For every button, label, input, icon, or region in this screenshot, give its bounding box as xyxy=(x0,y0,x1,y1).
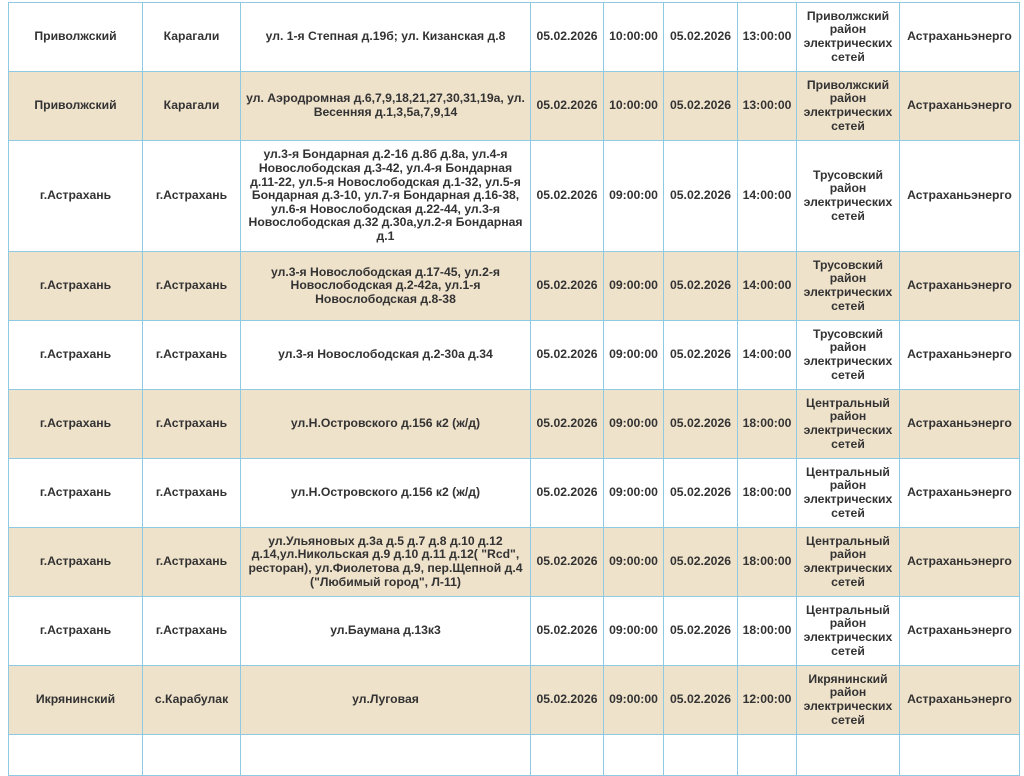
organization-cell: Астраханьэнерго xyxy=(900,72,1020,141)
empty-cell xyxy=(797,735,900,776)
district-cell: г.Астрахань xyxy=(9,321,143,390)
start-time-cell: 09:00:00 xyxy=(604,141,664,252)
address-cell: ул.Н.Островского д.156 к2 (ж/д) xyxy=(241,390,531,459)
end-date-cell: 05.02.2026 xyxy=(664,72,738,141)
district-cell: г.Астрахань xyxy=(9,459,143,528)
res-cell: Центральный район электрических сетей xyxy=(797,459,900,528)
end-date-cell: 05.02.2026 xyxy=(664,321,738,390)
empty-cell xyxy=(604,735,664,776)
district-cell: Приволжский xyxy=(9,72,143,141)
locality-cell: г.Астрахань xyxy=(143,390,241,459)
empty-cell xyxy=(9,735,143,776)
start-time-cell: 09:00:00 xyxy=(604,666,664,735)
start-time-cell: 09:00:00 xyxy=(604,459,664,528)
res-cell: Центральный район электрических сетей xyxy=(797,390,900,459)
start-date-cell: 05.02.2026 xyxy=(531,459,604,528)
table-row xyxy=(9,390,1020,459)
start-date-cell: 05.02.2026 xyxy=(531,666,604,735)
start-date-cell: 05.02.2026 xyxy=(531,528,604,597)
locality-cell: г.Астрахань xyxy=(143,528,241,597)
start-time-cell: 09:00:00 xyxy=(604,321,664,390)
locality-cell: Карагали xyxy=(143,72,241,141)
address-cell: ул.3-я Новослободская д.17-45, ул.2-я Новослободская д.2-42а, ул.1-я Новослободская д.8-38 xyxy=(241,252,531,321)
res-cell: Трусовский район электрических сетей xyxy=(797,321,900,390)
organization-cell: Астраханьэнерго xyxy=(900,528,1020,597)
end-time-cell: 14:00:00 xyxy=(738,321,797,390)
end-date-cell: 05.02.2026 xyxy=(664,666,738,735)
locality-cell: г.Астрахань xyxy=(143,252,241,321)
locality-cell: г.Астрахань xyxy=(143,141,241,252)
start-date-cell: 05.02.2026 xyxy=(531,141,604,252)
locality-cell: с.Карабулак xyxy=(143,666,241,735)
address-cell: ул. Аэродромная д.6,7,9,18,21,27,30,31,19а, ул. Весенняя д.1,3,5а,7,9,14 xyxy=(241,72,531,141)
district-cell: г.Астрахань xyxy=(9,390,143,459)
end-time-cell: 18:00:00 xyxy=(738,528,797,597)
res-cell: Трусовский район электрических сетей xyxy=(797,141,900,252)
start-time-cell: 10:00:00 xyxy=(604,3,664,72)
district-cell: г.Астрахань xyxy=(9,252,143,321)
start-date-cell: 05.02.2026 xyxy=(531,321,604,390)
end-time-cell: 12:00:00 xyxy=(738,666,797,735)
start-date-cell: 05.02.2026 xyxy=(531,72,604,141)
organization-cell: Астраханьэнерго xyxy=(900,141,1020,252)
district-cell: г.Астрахань xyxy=(9,528,143,597)
end-date-cell: 05.02.2026 xyxy=(664,252,738,321)
end-time-cell: 18:00:00 xyxy=(738,459,797,528)
end-date-cell: 05.02.2026 xyxy=(664,528,738,597)
start-date-cell: 05.02.2026 xyxy=(531,390,604,459)
table-row xyxy=(9,666,1020,735)
district-cell: г.Астрахань xyxy=(9,597,143,666)
empty-cell xyxy=(738,735,797,776)
start-time-cell: 09:00:00 xyxy=(604,528,664,597)
table-row xyxy=(9,528,1020,597)
start-time-cell: 09:00:00 xyxy=(604,390,664,459)
address-cell: ул. 1-я Степная д.19б; ул. Кизанская д.8 xyxy=(241,3,531,72)
address-cell: ул.Ульяновых д.3а д.5 д.7 д.8 д.10 д.12 д.14,ул.Никольская д.9 д.10 д.11 д.12( "Rcd", ресторан), ул.Фиолетова д.9, пер.Щепной д.4 ("Любимый город", Л-11) xyxy=(241,528,531,597)
res-cell: Центральный район электрических сетей xyxy=(797,528,900,597)
empty-cell xyxy=(900,735,1020,776)
empty-cell xyxy=(531,735,604,776)
table-row xyxy=(9,72,1020,141)
district-cell: Приволжский xyxy=(9,3,143,72)
district-cell: г.Астрахань xyxy=(9,141,143,252)
end-date-cell: 05.02.2026 xyxy=(664,459,738,528)
end-time-cell: 14:00:00 xyxy=(738,252,797,321)
res-cell: Трусовский район электрических сетей xyxy=(797,252,900,321)
empty-cell xyxy=(241,735,531,776)
table-row xyxy=(9,597,1020,666)
address-cell: ул.Луговая xyxy=(241,666,531,735)
table-row xyxy=(9,252,1020,321)
table-row xyxy=(9,459,1020,528)
res-cell: Приволжский район электрических сетей xyxy=(797,72,900,141)
address-cell: ул.3-я Новослободская д.2-30а д.34 xyxy=(241,321,531,390)
organization-cell: Астраханьэнерго xyxy=(900,321,1020,390)
district-cell: Икрянинский xyxy=(9,666,143,735)
table-row xyxy=(9,141,1020,252)
start-time-cell: 09:00:00 xyxy=(604,597,664,666)
table-row xyxy=(9,3,1020,72)
start-date-cell: 05.02.2026 xyxy=(531,3,604,72)
table-row xyxy=(9,321,1020,390)
end-date-cell: 05.02.2026 xyxy=(664,3,738,72)
empty-cell xyxy=(664,735,738,776)
start-time-cell: 10:00:00 xyxy=(604,72,664,141)
organization-cell: Астраханьэнерго xyxy=(900,252,1020,321)
res-cell: Центральный район электрических сетей xyxy=(797,597,900,666)
start-date-cell: 05.02.2026 xyxy=(531,252,604,321)
end-date-cell: 05.02.2026 xyxy=(664,597,738,666)
end-time-cell: 13:00:00 xyxy=(738,3,797,72)
end-date-cell: 05.02.2026 xyxy=(664,390,738,459)
end-time-cell: 18:00:00 xyxy=(738,597,797,666)
start-date-cell: 05.02.2026 xyxy=(531,597,604,666)
locality-cell: г.Астрахань xyxy=(143,597,241,666)
organization-cell: Астраханьэнерго xyxy=(900,666,1020,735)
locality-cell: Карагали xyxy=(143,3,241,72)
end-time-cell: 18:00:00 xyxy=(738,390,797,459)
end-date-cell: 05.02.2026 xyxy=(664,141,738,252)
start-time-cell: 09:00:00 xyxy=(604,252,664,321)
organization-cell: Астраханьэнерго xyxy=(900,390,1020,459)
res-cell: Икрянинский район электрических сетей xyxy=(797,666,900,735)
address-cell: ул.3-я Бондарная д.2-16 д.8б д.8а, ул.4-я Новослободская д.3-42, ул.4-я Бондарная д.11-22, ул.5-я Новослободская д.1-32, ул.5-я Бондарная д.3-10, ул.7-я Бондарная д.16-38, ул.6-я Новослободская д.22-44, ул.3-я Новослободская д.32 д.30а,ул.2-я Бондарная д.1 xyxy=(241,141,531,252)
locality-cell: г.Астрахань xyxy=(143,321,241,390)
organization-cell: Астраханьэнерго xyxy=(900,3,1020,72)
organization-cell: Астраханьэнерго xyxy=(900,597,1020,666)
res-cell: Приволжский район электрических сетей xyxy=(797,3,900,72)
table-row-partial xyxy=(9,735,1020,776)
outage-table xyxy=(8,2,1020,776)
locality-cell: г.Астрахань xyxy=(143,459,241,528)
empty-cell xyxy=(143,735,241,776)
address-cell: ул.Н.Островского д.156 к2 (ж/д) xyxy=(241,459,531,528)
organization-cell: Астраханьэнерго xyxy=(900,459,1020,528)
end-time-cell: 14:00:00 xyxy=(738,141,797,252)
end-time-cell: 13:00:00 xyxy=(738,72,797,141)
address-cell: ул.Баумана д.13к3 xyxy=(241,597,531,666)
